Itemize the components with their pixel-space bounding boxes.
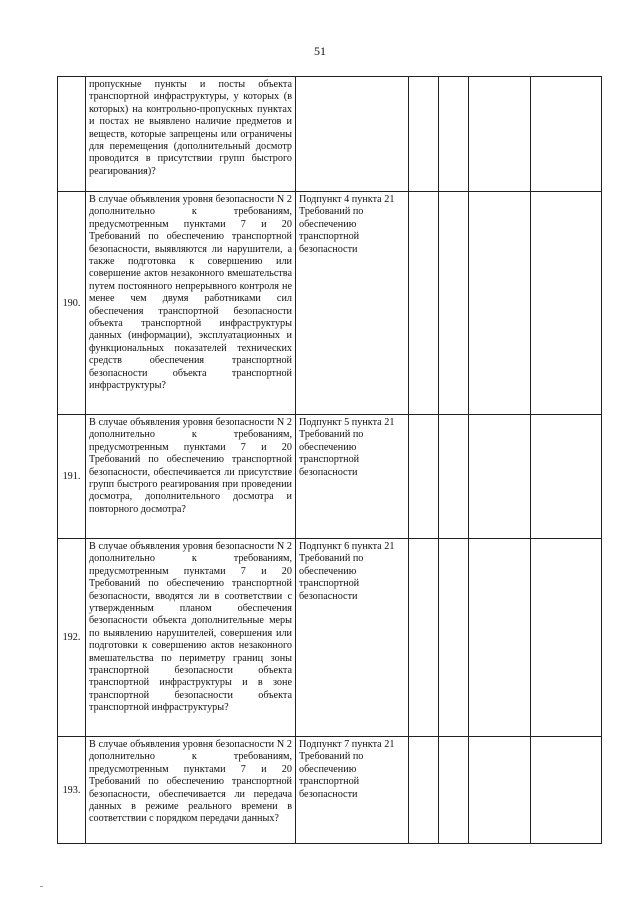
question-text: В случае объявления уровня безопасности N 2 дополнительно к требованиям, предусмотренным пунктами 7 и 20 Требований по обеспечению транспортной безопасности, обеспечивается ли присутствие групп быстрого реагирования при проведении досмотра, дополнительного досмотра и повторного досмотра? [89, 417, 292, 515]
comment-cell[interactable] [531, 192, 602, 415]
answer-cell-no[interactable] [439, 77, 469, 192]
answer-cell-na[interactable] [469, 77, 531, 192]
table-row [58, 415, 602, 539]
answer-cell-na[interactable] [469, 539, 531, 737]
comment-cell[interactable] [531, 415, 602, 539]
answer-cell-na[interactable] [469, 192, 531, 415]
answer-cell-yes[interactable] [409, 192, 439, 415]
reference-text: Подпункт 6 пункта 21 Требований по обеспечению транспортной безопасности [299, 541, 395, 602]
reference-text: Подпункт 4 пункта 21 Требований по обеспечению транспортной безопасности [299, 194, 395, 255]
answer-cell-na[interactable] [469, 415, 531, 539]
page-number: 51 [314, 44, 326, 58]
row-number: 192. [58, 539, 86, 737]
reference-text: Подпункт 7 пункта 21 Требований по обеспечению транспортной безопасности [299, 739, 395, 800]
table-row [58, 737, 602, 844]
question-text: пропускные пункты и посты объекта транспортной инфраструктуры, у которых (в которых) на контрольно-пропускных пунктах и постах не выявлено наличие предметов и веществ, которые запрещены или ограничены для перемещения (дополнительный досмотр проводится в присутствии групп быстрого реагирования)? [89, 79, 292, 177]
reference-cell [296, 192, 409, 415]
row-number: 191. [58, 415, 86, 539]
reference-cell [296, 737, 409, 844]
row-number: 190. [58, 192, 86, 415]
answer-cell-yes[interactable] [409, 539, 439, 737]
table-row [58, 539, 602, 737]
answer-cell-yes[interactable] [409, 77, 439, 192]
comment-cell[interactable] [531, 539, 602, 737]
answer-cell-na[interactable] [469, 737, 531, 844]
answer-cell-no[interactable] [439, 737, 469, 844]
comment-cell[interactable] [531, 77, 602, 192]
answer-cell-yes[interactable] [409, 737, 439, 844]
question-cell [86, 415, 296, 539]
comment-cell[interactable] [531, 737, 602, 844]
scan-mark [40, 886, 43, 887]
answer-cell-no[interactable] [439, 192, 469, 415]
checklist-table [57, 76, 602, 844]
table-row [58, 77, 602, 192]
question-cell [86, 737, 296, 844]
reference-cell [296, 539, 409, 737]
reference-cell [296, 77, 409, 192]
question-cell [86, 77, 296, 192]
table-row [58, 192, 602, 415]
answer-cell-no[interactable] [439, 415, 469, 539]
reference-cell [296, 415, 409, 539]
question-text: В случае объявления уровня безопасности N 2 дополнительно к требованиям, предусмотренным пунктами 7 и 20 Требований по обеспечению транспортной безопасности, вводятся ли в соответствии с утвержденным планом обеспечения безопасности объекта дополнительные меры по выявлению нарушителей, совершения или подготовки к совершению актов незаконного вмешательства по периметру границ зоны транспортной безопасности объекта транспортной инфраструктуры и в зоне транспортной безопасности объекта транспортной инфраструктуры? [89, 541, 292, 714]
reference-text: Подпункт 5 пункта 21 Требований по обеспечению транспортной безопасности [299, 417, 395, 478]
question-cell [86, 192, 296, 415]
question-text: В случае объявления уровня безопасности N 2 дополнительно к требованиям, предусмотренным пунктами 7 и 20 Требований по обеспечению транспортной безопасности, выявляются ли нарушители, а также подготовка к совершению или совершение актов незаконного вмешательства путем постоянного непрерывного контроля не менее чем двумя работниками сил обеспечения транспортной безопасности объекта транспортной инфраструктуры данных (информации), эксплуатационных и функциональных показателей технических средств обеспечения транспортной безопасности объекта транспортной инфраструктуры? [89, 194, 292, 392]
question-text: В случае объявления уровня безопасности N 2 дополнительно к требованиям, предусмотренным пунктами 7 и 20 Требований по обеспечению транспортной безопасности, обеспечивается ли передача данных в режиме реального времени в соответствии с порядком передачи данных? [89, 739, 292, 825]
row-number: 193. [58, 737, 86, 844]
answer-cell-yes[interactable] [409, 415, 439, 539]
answer-cell-no[interactable] [439, 539, 469, 737]
question-cell [86, 539, 296, 737]
row-number [58, 77, 86, 192]
reference-text [296, 77, 408, 81]
